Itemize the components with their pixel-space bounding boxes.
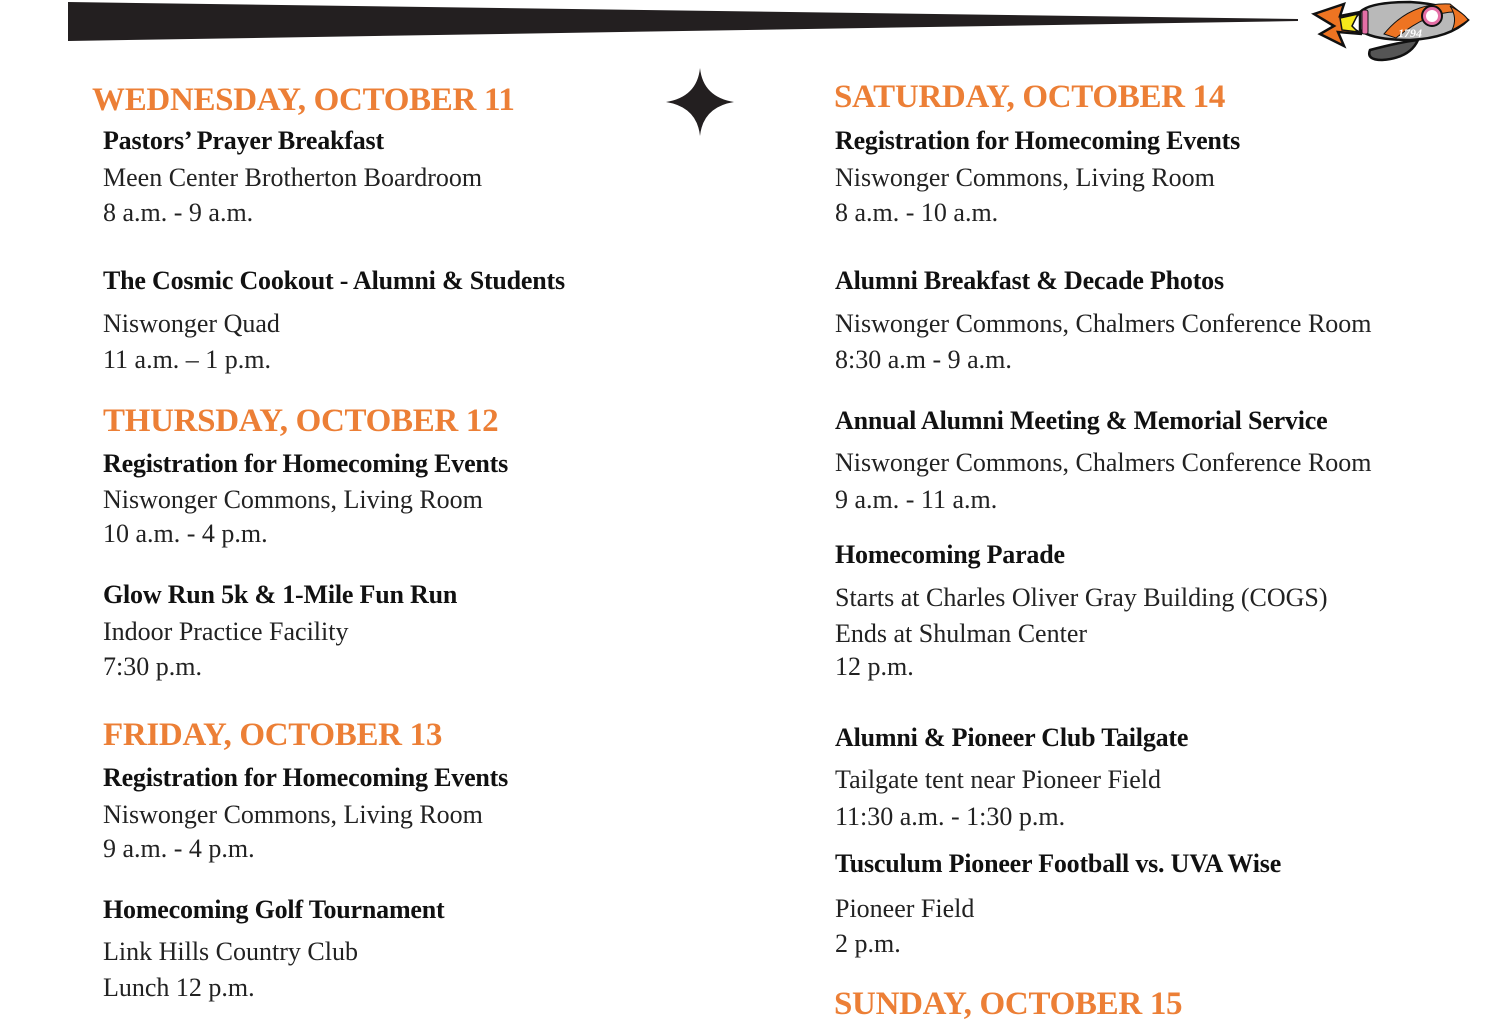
- day-heading: WEDNESDAY, OCTOBER 11: [92, 82, 515, 118]
- event-time: 12 p.m.: [835, 652, 914, 681]
- day-heading: SATURDAY, OCTOBER 14: [834, 79, 1226, 115]
- event-location: Niswonger Commons, Chalmers Conference Room: [835, 448, 1372, 477]
- event-location: Starts at Charles Oliver Gray Building (COGS): [835, 583, 1328, 612]
- event-time: 2 p.m.: [835, 929, 901, 958]
- event-time: 9 a.m. - 4 p.m.: [103, 834, 255, 863]
- rocket-icon: [1300, 0, 1475, 66]
- event-time: 11 a.m. – 1 p.m.: [103, 345, 272, 374]
- event-title: The Cosmic Cookout - Alumni & Students: [103, 266, 565, 295]
- event-location: Niswonger Commons, Chalmers Conference Room: [835, 309, 1372, 338]
- event-time: 8 a.m. - 10 a.m.: [835, 198, 999, 227]
- event-location: Niswonger Commons, Living Room: [103, 800, 483, 829]
- rocket-year-label: 1794: [1398, 26, 1422, 40]
- day-heading: SUNDAY, OCTOBER 15: [834, 986, 1183, 1022]
- event-title: Pastors’ Prayer Breakfast: [103, 126, 384, 155]
- event-time: Lunch 12 p.m.: [103, 973, 255, 1002]
- event-time: 10 a.m. - 4 p.m.: [103, 519, 268, 548]
- event-time: 8 a.m. - 9 a.m.: [103, 198, 254, 227]
- event-location: Niswonger Commons, Living Room: [835, 163, 1215, 192]
- event-title: Alumni Breakfast & Decade Photos: [835, 266, 1224, 295]
- event-location: Pioneer Field: [835, 894, 975, 923]
- day-heading: FRIDAY, OCTOBER 13: [103, 717, 443, 753]
- event-title: Registration for Homecoming Events: [835, 126, 1241, 155]
- event-title: Annual Alumni Meeting & Memorial Service: [835, 406, 1328, 435]
- event-location: Niswonger Commons, Living Room: [103, 485, 483, 514]
- event-title: Homecoming Parade: [835, 540, 1065, 569]
- event-location: Link Hills Country Club: [103, 937, 358, 966]
- event-title: Glow Run 5k & 1-Mile Fun Run: [103, 580, 458, 609]
- day-heading: THURSDAY, OCTOBER 12: [103, 403, 499, 439]
- event-location: Tailgate tent near Pioneer Field: [835, 765, 1161, 794]
- event-title: Alumni & Pioneer Club Tailgate: [835, 723, 1189, 752]
- event-time: 8:30 a.m - 9 a.m.: [835, 345, 1012, 374]
- event-title: Tusculum Pioneer Football vs. UVA Wise: [835, 849, 1282, 878]
- event-location: Meen Center Brotherton Boardroom: [103, 163, 483, 192]
- event-time: 7:30 p.m.: [103, 652, 202, 681]
- four-point-star-icon: [662, 66, 738, 138]
- event-title: Registration for Homecoming Events: [103, 449, 509, 478]
- event-location: Indoor Practice Facility: [103, 617, 349, 646]
- event-title: Registration for Homecoming Events: [103, 763, 509, 792]
- event-location: Niswonger Quad: [103, 309, 280, 338]
- header-banner-bar: [0, 0, 1310, 50]
- event-location: Ends at Shulman Center: [835, 619, 1088, 648]
- event-time: 11:30 a.m. - 1:30 p.m.: [835, 802, 1066, 831]
- event-title: Homecoming Golf Tournament: [103, 895, 445, 924]
- event-time: 9 a.m. - 11 a.m.: [835, 485, 998, 514]
